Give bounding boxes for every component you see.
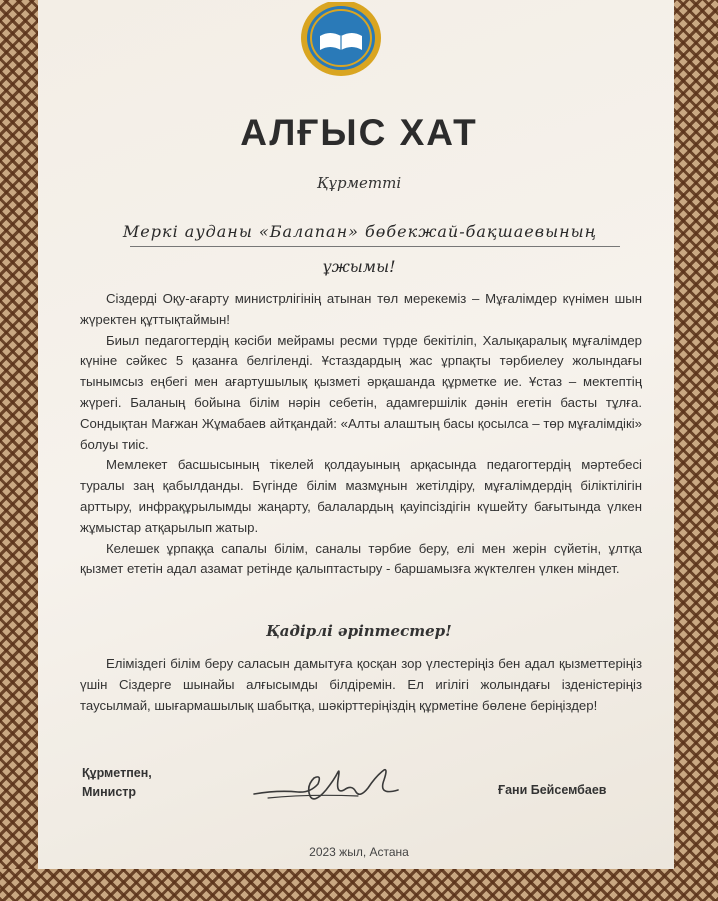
regards-label: Құрметпен, [82, 766, 152, 780]
paragraph: Мемлекет басшысының тікелей қолдауының арқасында педагогтердің мәртебесі туралы заң қабылданды. Бүгінде білім мазмұнын жетілдіру, мұғалімдердің біліктілігін арттыру, инфрақұрылымды жаңарту, балалардың қауіпсіздігін күшейту бағытында үлкен жұмыстар атқарылып жатыр. [80, 457, 642, 535]
date-place: 2023 жыл, Астана [309, 845, 409, 859]
letter-body [80, 289, 642, 580]
book-emblem-icon [298, 2, 384, 82]
signature-icon [248, 760, 418, 810]
page-title: АЛҒЫС ХАТ [240, 112, 478, 153]
paragraph: Келешек ұрпаққа сапалы білім, саналы тәрбие беру, елі мен жерін сүйетін, ұлтқа қызмет ететін адал азамат ретінде қалыптастыру - баршамызға жүктелген үлкен міндет. [80, 540, 642, 577]
colleagues-heading: Қадірлі әріптестер! [266, 622, 452, 640]
recipient-line-2: ұжымы! [322, 257, 396, 276]
paragraph: Сіздерді Оқу-ағарту министрлігінің атынан төл мерекеміз – Мұғалімдер күнімен шын жүректен құттықтаймын! [80, 291, 642, 327]
regards-block [82, 764, 152, 802]
position-label: Министр [82, 785, 137, 799]
salutation: Құрметті [316, 174, 402, 192]
closing-paragraph: Еліміздегі білім беру саласын дамытуға қосқан зор үлестеріңіз бен адал қызметтеріңіз үшін Сіздерге шынайы алғысымды білдіремін. Ел игілігі жолындағы ізденістеріңіз таусылмай, шығармашылық шабытқа, шәкірттеріңіздің құрметіне бөлене беріңіздер! [80, 656, 642, 713]
recipient-line-1: Меркі ауданы «Балапан» бөбекжай-бақшаевының [122, 222, 598, 241]
ornament-border-bottom [0, 869, 718, 901]
recipient-underline [130, 246, 620, 247]
paragraph: Биыл педагогтердің кәсіби мейрамы ресми түрде бекітіліп, Халықаралық мұғалімдер күніне сәйкес 5 қазанға белгіленді. Ұстаздардың жас ұрпақты тәрбиелеу жолындағы тынымсыз еңбегі мен ағартушылық қызметі әрқашанда құрметке ие. Ұстаз – мектептің жүрегі. Баланың бойына білім нәрін себетін, адамгершілік дәнін егетін басты тұлға. Сондықтан Мағжан Жұмабаев айтқандай: «Алты алаштың басы қосылса – төр мұғалімдікі» болуы тиіс. [80, 332, 642, 452]
minister-name: Ғани Бейсембаев [498, 783, 607, 797]
closing-body [80, 654, 642, 716]
